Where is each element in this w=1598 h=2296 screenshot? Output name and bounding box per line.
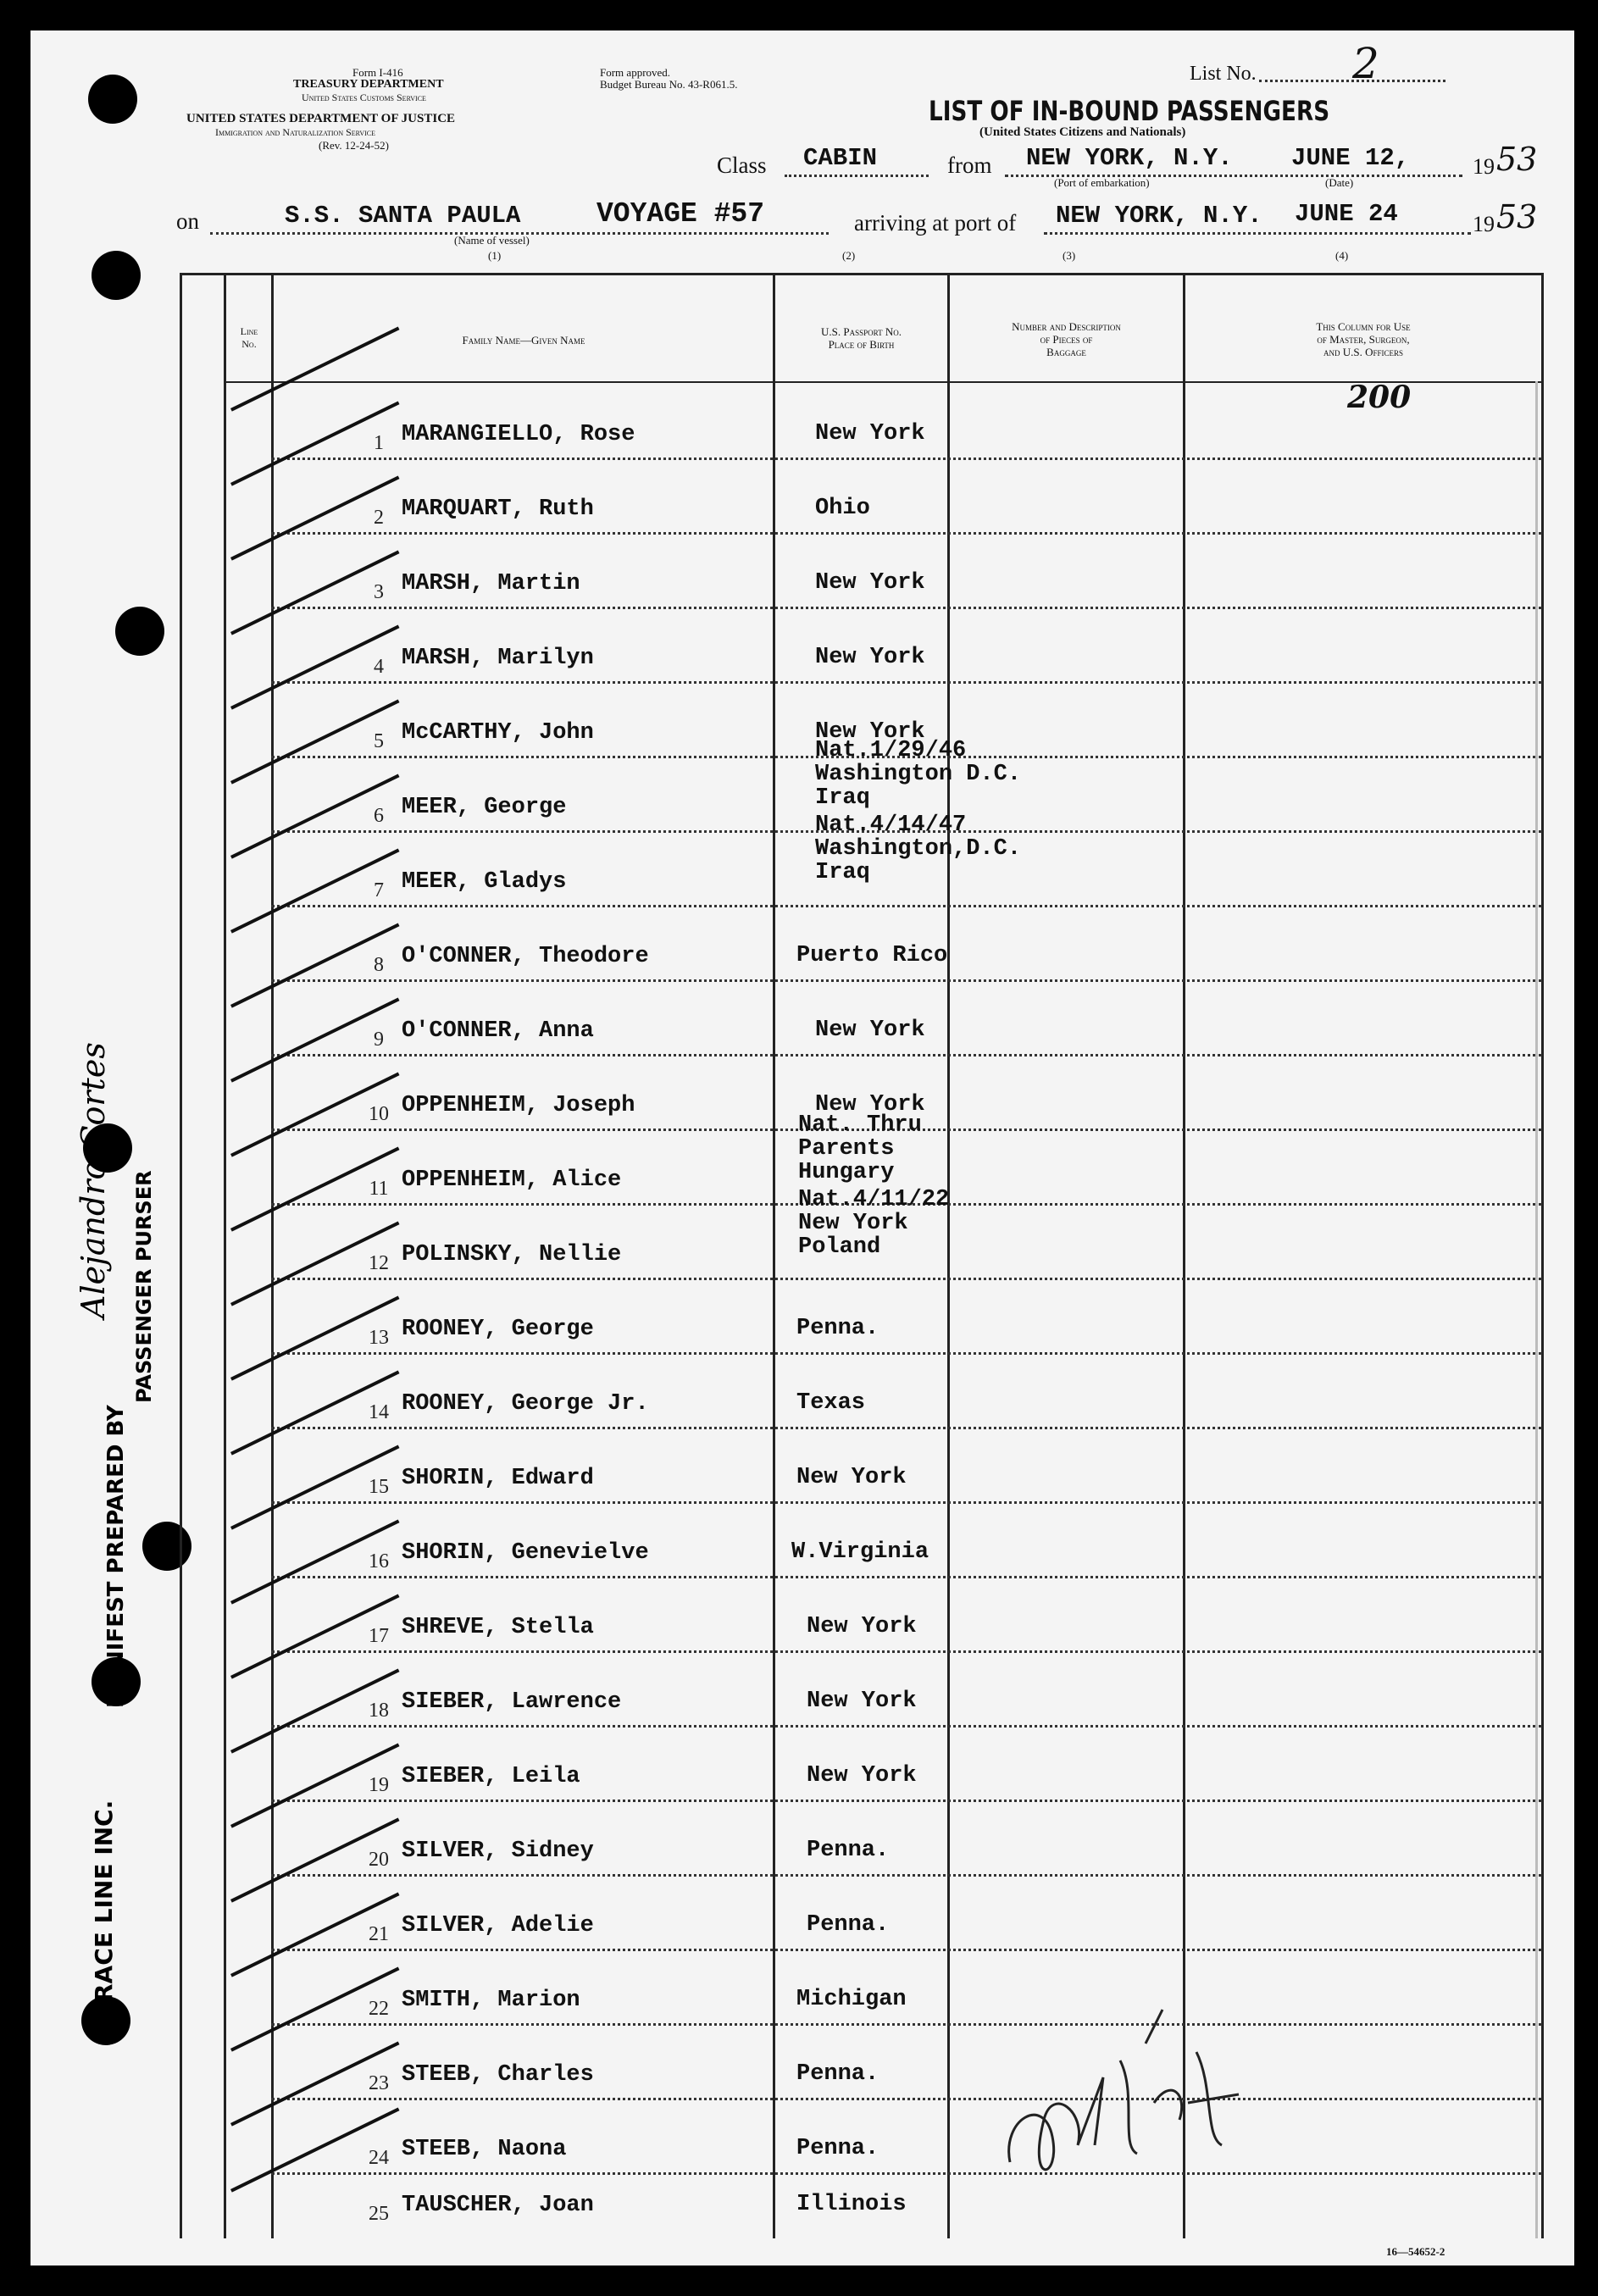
birthplace: Penna.: [796, 2061, 879, 2087]
passenger-name: STEEB, Charles: [402, 2062, 594, 2088]
birthplace: Illinois: [796, 2192, 907, 2217]
birthplace: New York: [796, 1465, 907, 1490]
header-line: Line No.: [240, 325, 258, 350]
line-number: 19: [369, 1774, 389, 1796]
dept-justice: UNITED STATES DEPARTMENT OF JUSTICE: [186, 112, 456, 125]
page-title: LIST OF IN-BOUND PASSENGERS: [929, 95, 1330, 127]
passenger-name: STEEB, Naona: [402, 2137, 567, 2162]
birthplace: Penna.: [807, 1912, 890, 1938]
birthplace: New York: [815, 1092, 925, 1117]
punch-hole: [88, 75, 137, 124]
punch-hole: [92, 251, 141, 300]
from-port-caption: (Port of embarkation): [1054, 176, 1150, 189]
birthplace: Nat.4/11/22 New York Poland: [798, 1187, 950, 1260]
from-label: from: [947, 153, 992, 178]
table-row: [180, 2162, 1544, 2237]
birthplace: New York: [807, 1689, 917, 1714]
birthplace: New York: [815, 1018, 925, 1043]
list-no-value: 2: [1352, 39, 1379, 88]
line-number: 6: [374, 805, 384, 827]
line-number: 1: [374, 432, 384, 454]
year2-prefix: 19: [1473, 212, 1495, 236]
officer-note: 200: [1347, 380, 1412, 415]
revision: (Rev. 12-24-52): [319, 139, 389, 152]
line-number: 13: [369, 1327, 389, 1349]
passenger-name: MARSH, Marilyn: [402, 646, 594, 671]
line-number: 23: [369, 2072, 389, 2094]
purser-label: PASSENGER PURSER: [132, 1170, 156, 1403]
header-officers: This Column for Use of Master, Surgeon, and U.S. Officers: [1316, 320, 1411, 358]
line-number: 4: [374, 656, 384, 678]
passenger-name: SHREVE, Stella: [402, 1615, 594, 1640]
line-number: 25: [369, 2203, 389, 2225]
line-number: 20: [369, 1849, 389, 1871]
birthplace: Penna.: [807, 1838, 890, 1863]
line-number: 21: [369, 1923, 389, 1945]
passenger-name: SHORIN, Genevielve: [402, 1540, 649, 1566]
birthplace: New York: [807, 1763, 917, 1789]
header-passport: U.S. Passport No. Place of Birth: [821, 325, 902, 351]
passenger-name: MEER, George: [402, 795, 567, 820]
list-no-label: List No.: [1190, 63, 1257, 85]
passenger-name: MARQUART, Ruth: [402, 496, 594, 522]
class-label: Class: [717, 153, 767, 178]
passenger-name: ROONEY, George: [402, 1317, 594, 1342]
company-name: GRACE LINE INC.: [90, 1800, 118, 2021]
passenger-name: TAUSCHER, Joan: [402, 2193, 594, 2218]
dept-customs: United States Customs Service: [302, 92, 426, 103]
birthplace: Penna.: [796, 2136, 879, 2161]
birthplace: New York: [815, 570, 925, 596]
passenger-name: SHORIN, Edward: [402, 1466, 594, 1491]
col-caption-2: (2): [842, 249, 856, 262]
line-number: 9: [374, 1029, 384, 1051]
passenger-name: MEER, Gladys: [402, 869, 567, 895]
header-name: Family Name—Given Name: [462, 334, 585, 347]
vessel-caption: (Name of vessel): [454, 234, 530, 247]
from-date: JUNE 12,: [1291, 144, 1410, 172]
year-suffix: 53: [1496, 141, 1538, 178]
form-id: Form I-416: [352, 66, 403, 79]
line-number: 10: [369, 1103, 389, 1125]
voyage-number: VOYAGE #57: [596, 198, 765, 230]
birthplace: Puerto Rico: [796, 943, 948, 968]
passenger-name: OPPENHEIM, Alice: [402, 1167, 622, 1193]
date-caption: (Date): [1325, 176, 1354, 189]
passenger-name: POLINSKY, Nellie: [402, 1242, 622, 1267]
birthplace: New York: [815, 421, 925, 446]
line-number: 14: [369, 1401, 389, 1423]
punch-hole: [115, 607, 164, 656]
arrive-port: NEW YORK, N.Y.: [1056, 202, 1262, 230]
passenger-name: MARANGIELLO, Rose: [402, 422, 635, 447]
dept-treasury: TREASURY DEPARTMENT: [293, 78, 444, 91]
manifest-page: [31, 31, 1574, 2265]
line-number: 7: [374, 879, 384, 901]
passenger-name: SMITH, Marion: [402, 1988, 580, 2013]
page-subtitle: (United States Citizens and Nationals): [979, 125, 1186, 139]
col-caption-4: (4): [1335, 249, 1349, 262]
form-approved: Form approved.: [600, 66, 671, 79]
year-prefix: 19: [1473, 154, 1495, 179]
footer-code: 16—54652-2: [1386, 2245, 1445, 2258]
birthplace: Nat.1/29/46 Washington D.C. Iraq: [815, 738, 1022, 811]
col-caption-1: (1): [488, 249, 502, 262]
birthplace: New York: [815, 719, 925, 745]
line-number: 17: [369, 1625, 389, 1647]
line-number: 16: [369, 1550, 389, 1572]
line-number: 3: [374, 581, 384, 603]
passenger-name: ROONEY, George Jr.: [402, 1391, 649, 1417]
line-number: 22: [369, 1998, 389, 2020]
birthplace: Nat.4/14/47 Washington,D.C. Iraq: [815, 812, 1022, 885]
header-baggage: Number and Description of Pieces of Baggage: [1012, 320, 1121, 358]
passenger-name: OPPENHEIM, Joseph: [402, 1093, 635, 1118]
passenger-name: O'CONNER, Anna: [402, 1018, 594, 1044]
line-number: 24: [369, 2147, 389, 2169]
officer-scribble: [993, 1976, 1247, 2204]
budget-bureau: Budget Bureau No. 43-R061.5.: [600, 78, 738, 91]
passenger-name: MARSH, Martin: [402, 571, 580, 596]
line-number: 18: [369, 1700, 389, 1722]
year2-suffix: 53: [1496, 198, 1538, 236]
birthplace: New York: [815, 645, 925, 670]
passenger-name: McCARTHY, John: [402, 720, 594, 746]
class-value: CABIN: [803, 144, 878, 172]
line-number: 11: [369, 1178, 389, 1200]
passenger-table: [180, 273, 1544, 2238]
passenger-name: O'CONNER, Theodore: [402, 944, 649, 969]
birthplace: Nat. Thru Parents Hungary: [798, 1112, 922, 1185]
arriving-label: arriving at port of: [854, 210, 1017, 236]
line-number: 5: [374, 730, 384, 752]
birthplace: Ohio: [815, 496, 870, 521]
line-number: 15: [369, 1476, 389, 1498]
line-number: 12: [369, 1252, 389, 1274]
line-number: 2: [374, 507, 384, 529]
on-label: on: [176, 208, 199, 234]
arrive-date: JUNE 24: [1295, 200, 1398, 228]
birthplace: W.Virginia: [791, 1539, 929, 1565]
passenger-name: SILVER, Adelie: [402, 1913, 594, 1938]
birthplace: Penna.: [796, 1316, 879, 1341]
line-number: 8: [374, 954, 384, 976]
passenger-name: SIEBER, Lawrence: [402, 1689, 622, 1715]
passenger-name: SIEBER, Leila: [402, 1764, 580, 1789]
vessel-name: S.S. SANTA PAULA: [285, 202, 521, 230]
birthplace: Texas: [796, 1390, 866, 1416]
birthplace: New York: [807, 1614, 917, 1639]
from-port: NEW YORK, N.Y.: [1026, 144, 1233, 172]
dept-immigration: Immigration and Naturalization Service: [215, 126, 376, 138]
birthplace: Michigan: [796, 1987, 907, 2012]
passenger-name: SILVER, Sidney: [402, 1838, 594, 1864]
purser-signature: Alejandro Cortes: [75, 1042, 112, 1318]
col-caption-3: (3): [1063, 249, 1076, 262]
manifest-prepared-label: MANIFEST PREPARED BY: [103, 1405, 129, 1708]
